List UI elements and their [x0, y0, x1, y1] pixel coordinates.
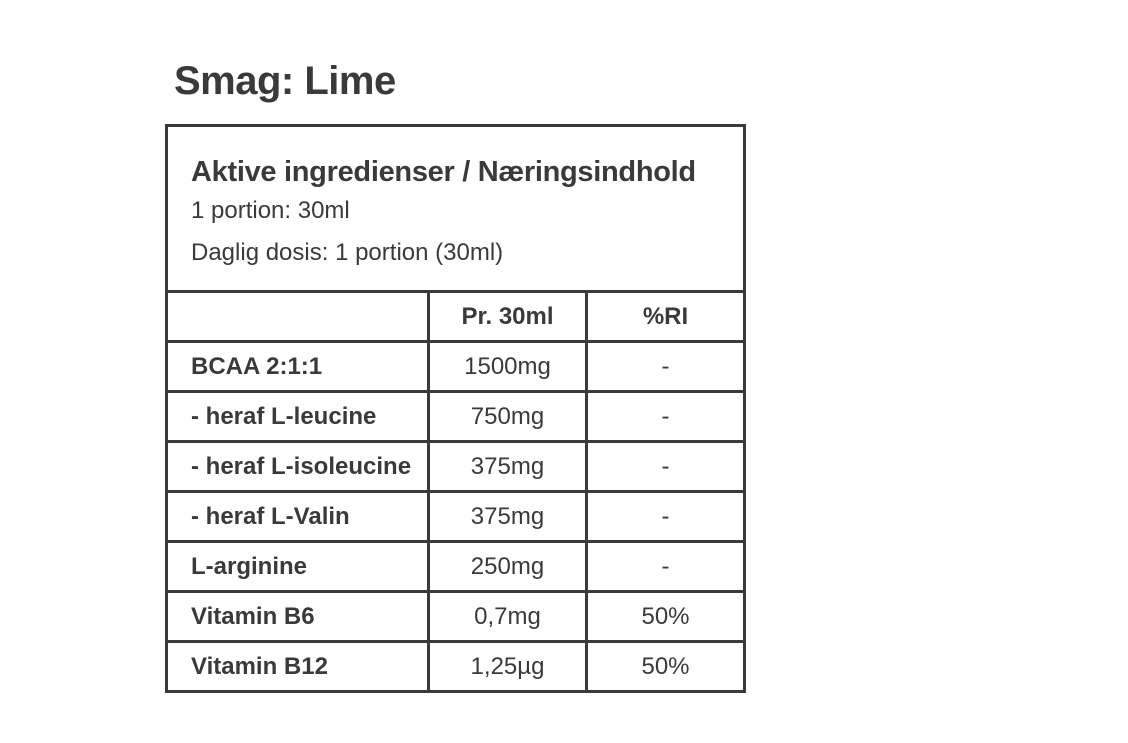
ingredient-name: BCAA 2:1:1 — [167, 342, 429, 392]
ingredient-ri: - — [587, 542, 745, 592]
column-header-row — [167, 292, 745, 342]
column-header-amount: Pr. 30ml — [429, 292, 587, 342]
table-header-cell — [167, 126, 745, 292]
table-heading: Aktive ingredienser / Næringsindhold — [191, 156, 696, 188]
ingredient-amount: 0,7mg — [429, 592, 587, 642]
ingredient-name: - heraf L-leucine — [167, 392, 429, 442]
ingredient-ri: 50% — [587, 592, 745, 642]
ingredient-name: L-arginine — [167, 542, 429, 592]
table-row — [167, 492, 745, 542]
ingredient-ri: 50% — [587, 642, 745, 692]
ingredient-ri: - — [587, 342, 745, 392]
ingredient-ri: - — [587, 442, 745, 492]
ingredient-ri: - — [587, 492, 745, 542]
table-row — [167, 342, 745, 392]
table-row — [167, 392, 745, 442]
ingredient-amount: 1,25µg — [429, 642, 587, 692]
ingredient-ri: - — [587, 392, 745, 442]
ingredient-name: - heraf L-isoleucine — [167, 442, 429, 492]
daily-dose: Daglig dosis: 1 portion (30ml) — [191, 239, 504, 266]
column-header-name — [167, 292, 429, 342]
table-row — [167, 642, 745, 692]
ingredient-name: Vitamin B12 — [167, 642, 429, 692]
portion-size: 1 portion: 30ml — [191, 197, 350, 224]
flavor-title: Smag: Lime — [174, 59, 396, 103]
table-row — [167, 542, 745, 592]
ingredient-amount: 250mg — [429, 542, 587, 592]
nutrition-table — [165, 124, 746, 693]
ingredient-amount: 375mg — [429, 492, 587, 542]
table-header-row — [167, 126, 745, 292]
table-row — [167, 592, 745, 642]
ingredient-amount: 375mg — [429, 442, 587, 492]
ingredient-amount: 1500mg — [429, 342, 587, 392]
ingredient-name: - heraf L-Valin — [167, 492, 429, 542]
ingredient-name: Vitamin B6 — [167, 592, 429, 642]
table-row — [167, 442, 745, 492]
ingredient-amount: 750mg — [429, 392, 587, 442]
column-header-ri: %RI — [587, 292, 745, 342]
